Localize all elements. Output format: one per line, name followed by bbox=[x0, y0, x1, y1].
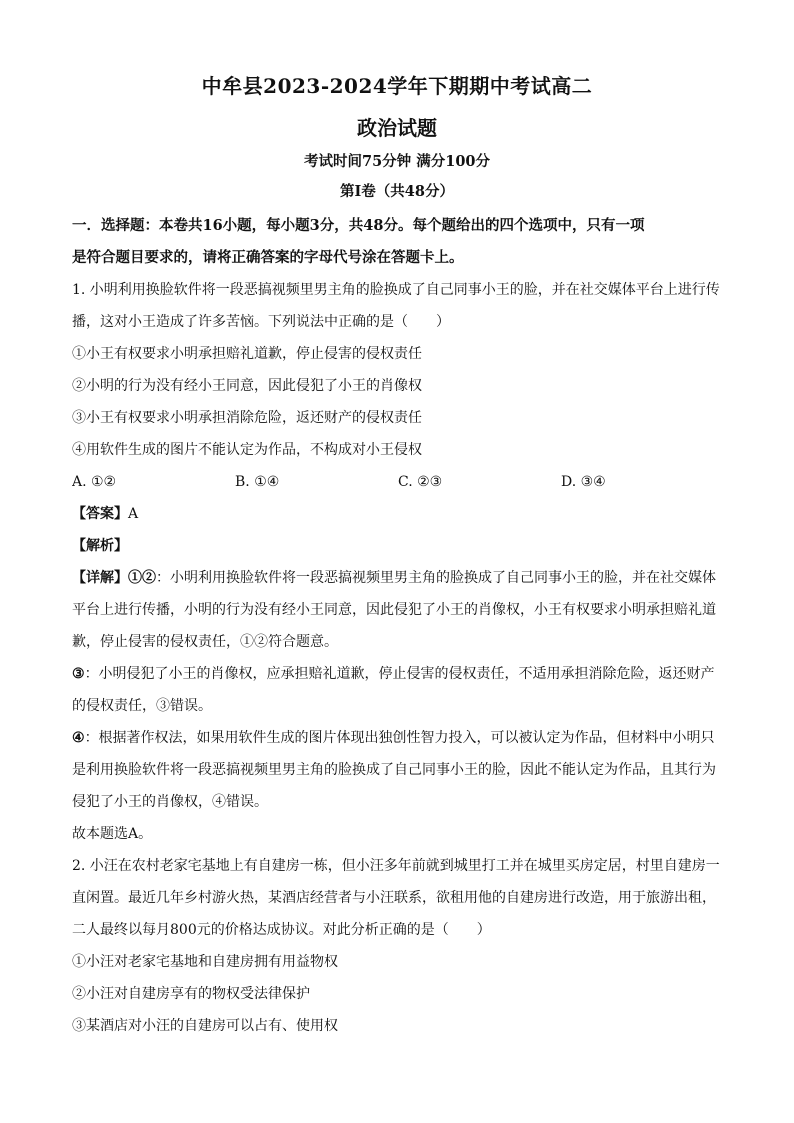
detail-marker-12: ①② bbox=[128, 570, 156, 586]
q2-statement-1: ①小汪对老家宅基地和自建房拥有用益物权 bbox=[72, 954, 338, 970]
q1-stem-line-2: 播，这对小王造成了许多苦恼。下列说法中正确的是（ ） bbox=[72, 314, 450, 330]
analysis-tag: 【解析】 bbox=[72, 538, 128, 554]
q1-detail-line-3: 歉，停止侵害的侵权责任，①②符合题意。 bbox=[72, 634, 338, 650]
part-heading: 第I卷（共48分） bbox=[340, 183, 454, 200]
q1-detail-line-7: 是利用换脸软件将一段恶搞视频里男主角的脸换成了自己同事小王的脸，因此不能认定为作品，且其行为 bbox=[72, 762, 716, 778]
q1-conclusion: 故本题选A。 bbox=[72, 826, 153, 842]
exam-info: 考试时间75分钟 满分100分 bbox=[304, 153, 490, 170]
section-instruction-line-1: 一．选择题：本卷共16小题，每小题3分，共48分。每个题给出的四个选项中，只有一项 bbox=[72, 217, 645, 234]
detail-text-4: ：小明侵犯了小王的肖像权，应承担赔礼道歉，停止侵害的侵权责任，不适用承担消除危险，返还财产 bbox=[84, 666, 715, 682]
q2-statement-2: ②小汪对自建房享有的物权受法律保护 bbox=[72, 986, 310, 1002]
detail-marker-4: ④ bbox=[72, 730, 85, 746]
q1-option-b: B. ①④ bbox=[235, 474, 280, 490]
q2-statement-3: ③某酒店对小汪的自建房可以占有、使用权 bbox=[72, 1018, 338, 1034]
q1-statement-2: ②小明的行为没有经小王同意，因此侵犯了小王的肖像权 bbox=[72, 378, 422, 394]
detail-tag: 【详解】 bbox=[72, 570, 128, 586]
q1-detail-line-1 bbox=[72, 562, 727, 594]
q1-stem-line-1: 1. 小明利用换脸软件将一段恶搞视频里男主角的脸换成了自己同事小王的脸，并在社交媒体平台上进行传 bbox=[72, 282, 720, 298]
q1-detail-line-2: 平台上进行传播，小明的行为没有经小王同意，因此侵犯了小王的肖像权，小王有权要求小明承担赔礼道 bbox=[72, 602, 716, 618]
q1-statement-4: ④用软件生成的图片不能认定为作品，不构成对小王侵权 bbox=[72, 442, 422, 458]
section-instruction-line-2: 是符合题目要求的，请将正确答案的字母代号涂在答题卡上。 bbox=[72, 249, 464, 266]
q1-options bbox=[72, 466, 727, 498]
q1-statement-1: ①小王有权要求小明承担赔礼道歉，停止侵害的侵权责任 bbox=[72, 346, 422, 362]
q1-option-c: C. ②③ bbox=[398, 474, 443, 490]
exam-content bbox=[72, 210, 727, 1042]
exam-subtitle: 政治试题 bbox=[357, 116, 437, 140]
answer-value: A bbox=[128, 506, 139, 522]
exam-title: 中牟县2023-2024学年下期期中考试高二 bbox=[201, 74, 593, 98]
q2-stem-line-2: 直闲置。最近几年乡村游火热，某酒店经营者与小汪联系，欲租用他的自建房进行改造，用于旅游出租， bbox=[72, 890, 716, 906]
q1-option-a: A. ①② bbox=[72, 474, 117, 490]
q1-detail-line-5: 的侵权责任，③错误。 bbox=[72, 698, 212, 714]
q2-stem-line-3: 二人最终以每月800元的价格达成协议。对此分析正确的是（ ） bbox=[72, 922, 491, 938]
q1-detail-line-4 bbox=[72, 658, 727, 690]
q1-answer bbox=[72, 498, 727, 530]
q2-stem-line-1: 2. 小汪在农村老家宅基地上有自建房一栋，但小汪多年前就到城里打工并在城里买房定居，村里自建房一 bbox=[72, 858, 720, 874]
q1-detail-line-6 bbox=[72, 722, 727, 754]
q1-option-d: D. ③④ bbox=[561, 474, 606, 490]
q1-analysis bbox=[72, 530, 727, 562]
detail-text-1: ：小明利用换脸软件将一段恶搞视频里男主角的脸换成了自己同事小王的脸，并在社交媒体 bbox=[156, 570, 716, 586]
q1-statement-3: ③小王有权要求小明承担消除危险，返还财产的侵权责任 bbox=[72, 410, 422, 426]
q1-detail-line-8: 侵犯了小王的肖像权，④错误。 bbox=[72, 794, 268, 810]
detail-text-6: ：根据著作权法，如果用软件生成的图片体现出独创性智力投入，可以被认定为作品，但材料中小明只 bbox=[84, 730, 715, 746]
answer-tag: 【答案】 bbox=[72, 506, 128, 522]
detail-marker-3: ③ bbox=[72, 666, 85, 682]
